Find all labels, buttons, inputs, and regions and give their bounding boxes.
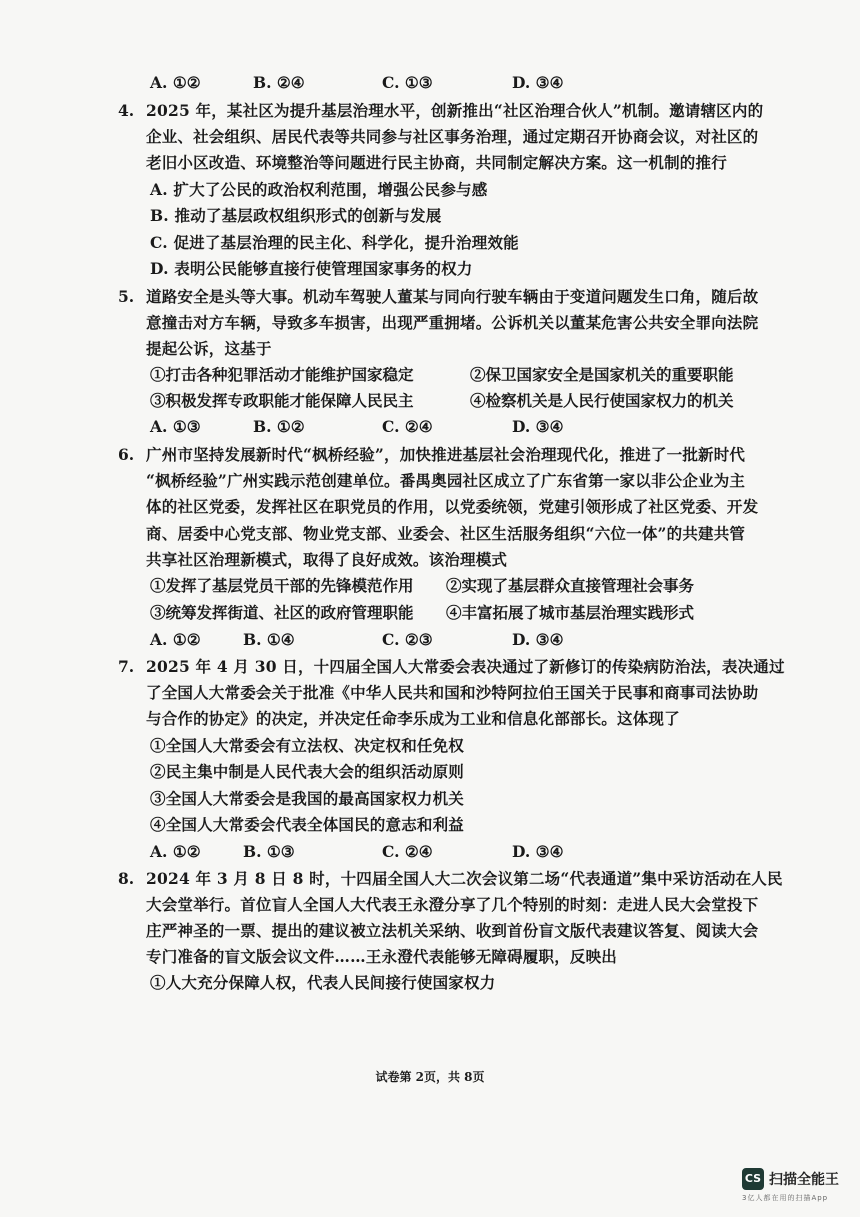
q6-item-3: ③统筹发挥街道、社区的政府管理职能 [150, 603, 414, 622]
q6-stem-line: 共享社区治理新模式，取得了良好成效。该治理模式 [146, 550, 508, 569]
q7-number: 7. [118, 657, 135, 676]
scanner-app-name: 扫描全能王 [769, 1172, 839, 1188]
q6-stem-line: 体的社区党委，发挥社区在职党员的作用，以党委统领，党建引领形成了社区党委、开发 [146, 497, 759, 516]
q4-stem-line: 老旧小区改造、环境整治等问题进行民主协商，共同制定解决方案。这一机制的推行 [146, 153, 727, 172]
q5-stem-line: 提起公诉，这基于 [146, 339, 272, 358]
q4-choice-d: D. 表明公民能够直接行使管理国家事务的权力 [150, 259, 473, 278]
scanner-tagline: 3亿人都在用的扫描App [742, 1194, 829, 1202]
q5-options [150, 414, 750, 440]
q4-number: 4. [118, 101, 135, 120]
q5-stem-line: 道路安全是头等大事。机动车驾驶人董某与同向行驶车辆由于变道问题发生口角，随后故 [146, 287, 759, 306]
cs-logo-icon: CS [742, 1168, 764, 1190]
q7-option-b: B. ①③ [243, 842, 295, 861]
q5-number: 5. [118, 287, 135, 306]
q7-stem-line: 2025 年 4 月 30 日，十四届全国人大常委会表决通过了新修订的传染病防治法，表决通过 [146, 657, 785, 676]
q6-number: 6. [118, 445, 135, 464]
q7-item-4: ④全国人大常委会代表全体国民的意志和利益 [150, 815, 465, 834]
q5-item-1: ①打击各种犯罪活动才能维护国家稳定 [150, 365, 414, 384]
q3-option-b: B. ②④ [253, 73, 305, 92]
q7-option-a: A. ①② [150, 842, 201, 861]
q7-item-3: ③全国人大常委会是我国的最高国家权力机关 [150, 789, 465, 808]
q8-number: 8. [118, 869, 135, 888]
q6-stem-line: 广州市坚持发展新时代“枫桥经验”，加快推进基层社会治理现代化，推进了一批新时代 [146, 445, 746, 464]
q3-option-c: C. ①③ [382, 73, 433, 92]
q7-option-c: C. ②④ [382, 842, 433, 861]
q4-stem-line: 企业、社会组织、居民代表等共同参与社区事务治理，通过定期召开协商会议，对社区的 [146, 127, 759, 146]
q5-item-4: ④检察机关是人民行使国家权力的机关 [470, 391, 734, 410]
q5-option-d: D. ③④ [512, 417, 564, 436]
q4-choice-a: A. 扩大了公民的政治权利范围，增强公民参与感 [150, 180, 488, 199]
q7-stem-line: 与合作的协定》的决定，并决定任命李乐成为工业和信息化部部长。这体现了 [146, 709, 680, 728]
q8-stem-line: 2024 年 3 月 8 日 8 时，十四届全国人大二次会议第二场“代表通道”集中采访活动在人民 [146, 869, 783, 888]
q5-stem-line: 意撞击对方车辆，导致多车损害，出现严重拥堵。公诉机关以董某危害公共安全罪向法院 [146, 313, 759, 332]
q6-options [150, 627, 750, 653]
q3-option-a: A. ①② [150, 73, 201, 92]
q6-option-b: B. ①④ [243, 630, 295, 649]
q5-item-3: ③积极发挥专政职能才能保障人民民主 [150, 391, 414, 410]
q3-options [150, 70, 750, 96]
q6-item-1: ①发挥了基层党员干部的先锋模范作用 [150, 576, 414, 595]
scanner-watermark [742, 1168, 846, 1204]
q5-item-2: ②保卫国家安全是国家机关的重要职能 [470, 365, 734, 384]
q8-stem-line: 专门准备的盲文版会议文件……王永澄代表能够无障碍履职，反映出 [146, 947, 618, 966]
q7-item-2: ②民主集中制是人民代表大会的组织活动原则 [150, 762, 465, 781]
q6-stem-line: “枫桥经验”广州实践示范创建单位。番禺奥园社区成立了广东省第一家以非公企业为主 [146, 471, 746, 490]
q6-option-c: C. ②③ [382, 630, 433, 649]
q6-item-4: ④丰富拓展了城市基层治理实践形式 [446, 603, 695, 622]
q5-option-a: A. ①③ [150, 417, 201, 436]
q8-item-1: ①人大充分保障人权，代表人民间接行使国家权力 [150, 973, 496, 992]
q6-item-2: ②实现了基层群众直接管理社会事务 [446, 576, 695, 595]
q7-stem-line: 了全国人大常委会关于批准《中华人民共和国和沙特阿拉伯王国关于民事和商事司法协助 [146, 683, 759, 702]
q5-option-b: B. ①② [253, 417, 305, 436]
q4-choice-c: C. 促进了基层治理的民主化、科学化，提升治理效能 [150, 233, 519, 252]
q7-item-1: ①全国人大常委会有立法权、决定权和任免权 [150, 736, 465, 755]
q6-stem-line: 商、居委中心党支部、物业党支部、业委会、社区生活服务组织“六位一体”的共建共管 [146, 524, 746, 543]
q6-option-a: A. ①② [150, 630, 201, 649]
q4-choice-b: B. 推动了基层政权组织形式的创新与发展 [150, 206, 442, 225]
q6-option-d: D. ③④ [512, 630, 564, 649]
q5-option-c: C. ②④ [382, 417, 433, 436]
q8-stem-line: 庄严神圣的一票、提出的建议被立法机关采纳、收到首份盲文版代表建议答复、阅读大会 [146, 921, 759, 940]
q7-option-d: D. ③④ [512, 842, 564, 861]
q3-option-d: D. ③④ [512, 73, 564, 92]
page-footer: 试卷第 2页，共 8页 [375, 1070, 485, 1084]
q7-options [150, 839, 750, 865]
q8-stem-line: 大会堂举行。首位盲人全国人大代表王永澄分享了几个特别的时刻：走进人民大会堂投下 [146, 895, 759, 914]
q4-stem-line: 2025 年，某社区为提升基层治理水平，创新推出“社区治理合伙人”机制。邀请辖区内的 [146, 101, 764, 120]
